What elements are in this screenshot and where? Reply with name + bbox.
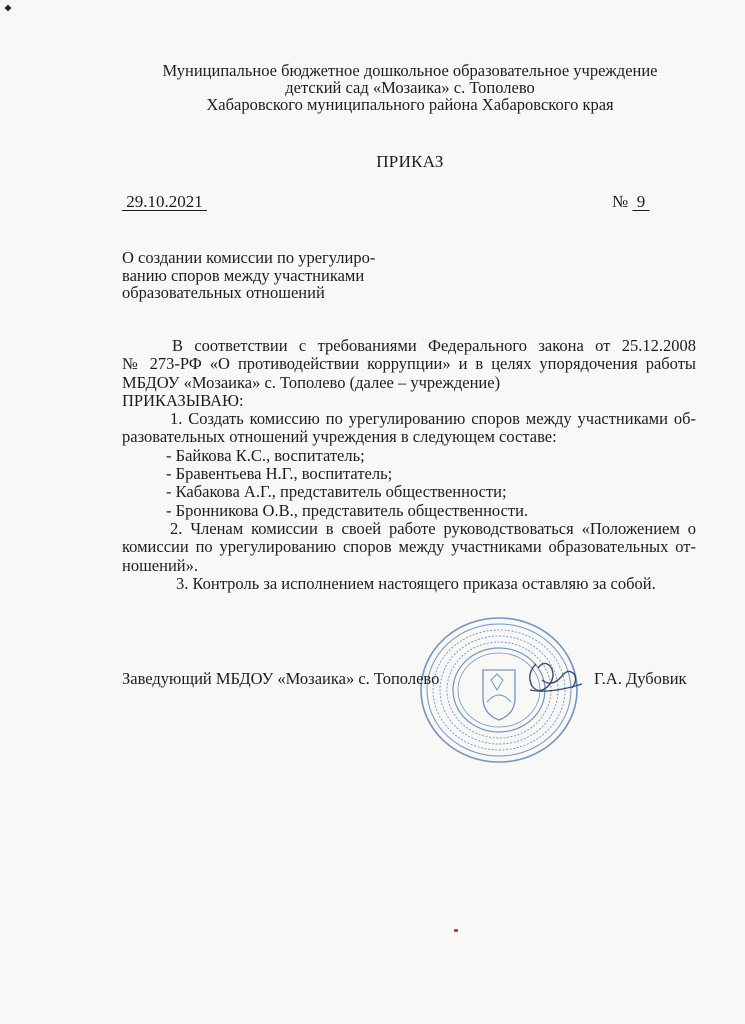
order-number-value: 9 xyxy=(632,192,650,211)
order-number-label: № xyxy=(612,192,633,211)
paragraph-1-line-2: № 273-РФ «О противодействии коррупции» и в целях упорядочения работы xyxy=(122,354,696,374)
header-line-3: Хабаровского муниципального района Хабаровского края xyxy=(206,95,614,114)
order-number xyxy=(612,192,649,212)
member-4: - Бронникова О.В., представитель общественности. xyxy=(166,500,529,520)
item-1-line-2: разовательных отношений учреждения в следующем составе: xyxy=(122,427,557,447)
member-3: - Кабакова А.Г., представитель общественности; xyxy=(166,482,507,502)
signatory-position: Заведующий МБДОУ «Мозаика» с. Тополево xyxy=(122,669,440,688)
order-date: 29.10.2021 xyxy=(122,192,207,211)
item-2-line-3: ношений». xyxy=(122,555,198,575)
header-line-1: Муниципальное бюджетное дошкольное образовательное учреждение xyxy=(162,61,658,80)
order-subject xyxy=(122,249,375,302)
order-word: ПРИКАЗЫВАЮ: xyxy=(122,390,244,410)
subject-line-2: ванию споров между участниками xyxy=(122,265,365,285)
member-2: - Бравентьева Н.Г., воспитатель; xyxy=(166,464,393,484)
handwritten-signature xyxy=(520,650,590,710)
paragraph-1-line-1: В соответствии с требованиями Федерального закона от 25.12.2008 xyxy=(172,336,696,355)
organization-header xyxy=(80,62,740,113)
order-body xyxy=(122,337,696,593)
scan-speck xyxy=(454,929,458,932)
item-2-line-1: 2. Членам комиссии в своей работе руководствоваться «Положением о xyxy=(170,518,696,538)
document-title: ПРИКАЗ xyxy=(376,152,444,171)
subject-line-3: образовательных отношений xyxy=(122,283,325,302)
item-1-line-1: 1. Создать комиссию по урегулированию споров между участниками об- xyxy=(170,409,696,429)
item-3: 3. Контроль за исполнением настоящего приказа оставляю за собой. xyxy=(176,573,656,593)
member-1: - Байкова К.С., воспитатель; xyxy=(166,445,365,465)
scan-corner-mark xyxy=(5,5,12,12)
paragraph-1-line-3: МБДОУ «Мозаика» с. Тополево (далее – учреждение) xyxy=(122,372,501,392)
signatory-name: Г.А. Дубовик xyxy=(594,669,687,688)
item-2-line-2: комиссии по урегулированию споров между участниками образовательных от- xyxy=(122,537,696,557)
subject-line-1: О создании комиссии по урегулиро- xyxy=(122,248,376,267)
header-line-2: детский сад «Мозаика» с. Тополево xyxy=(285,78,535,97)
